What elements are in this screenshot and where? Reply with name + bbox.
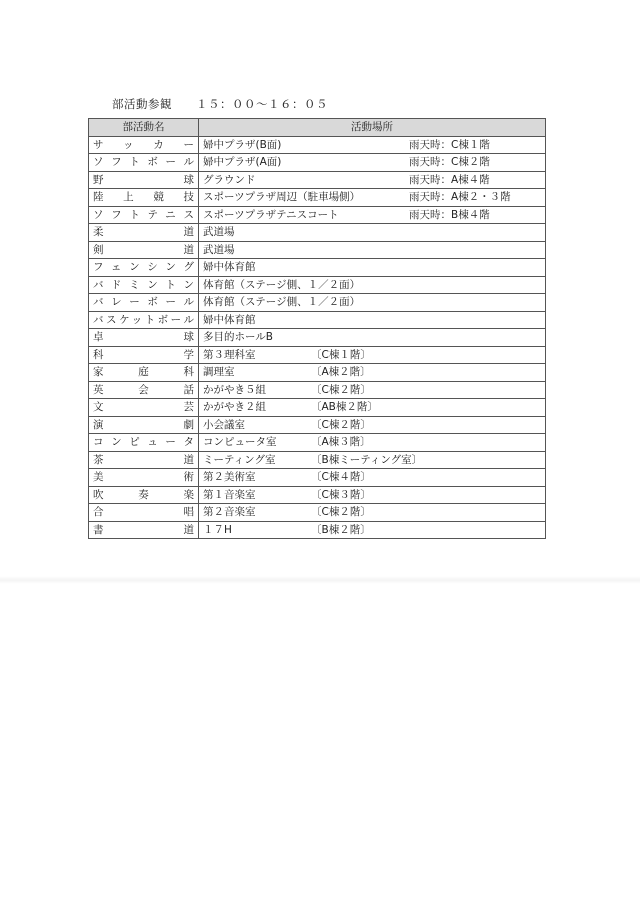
- club-name: 演劇: [89, 416, 199, 434]
- table-row: [89, 171, 546, 189]
- activity-place-cell: [199, 504, 546, 522]
- activity-place-cell: [199, 451, 546, 469]
- club-name: 剣道: [89, 241, 199, 259]
- rain-location: 雨天時：C棟２階: [409, 156, 490, 169]
- activity-place-cell: [199, 329, 546, 347]
- place-name: 小会議室: [203, 418, 245, 431]
- activity-place-cell: [199, 364, 546, 382]
- rain-location: 雨天時：B棟４階: [409, 208, 490, 221]
- table-row: [89, 434, 546, 452]
- table-row: [89, 241, 546, 259]
- building-note: 〔C棟２階〕: [311, 506, 371, 519]
- place-name: 体育館（ステージ側、１／２面）: [203, 296, 361, 309]
- table-row: [89, 521, 546, 539]
- place-name: 婦中プラザ(B面): [203, 138, 282, 151]
- place-name: かがやき５組: [203, 383, 266, 396]
- club-name: フェンシング: [89, 259, 199, 277]
- place-name: 婦中体育館: [203, 261, 256, 274]
- activity-place-cell: [199, 486, 546, 504]
- activity-place-cell: [199, 241, 546, 259]
- activity-place-cell: [199, 171, 546, 189]
- club-name: 茶道: [89, 451, 199, 469]
- activity-place-cell: [199, 521, 546, 539]
- place-name: ミーティング室: [203, 453, 276, 466]
- header-place: 活動場所: [199, 119, 546, 137]
- building-note: 〔AB棟２階〕: [311, 401, 378, 414]
- place-name: かがやき２組: [203, 401, 266, 414]
- activity-place-cell: [199, 136, 546, 154]
- rain-location: 雨天時：A棟４階: [409, 173, 490, 186]
- activity-place-cell: [199, 434, 546, 452]
- club-name: コンピュータ: [89, 434, 199, 452]
- building-note: 〔C棟４階〕: [311, 471, 371, 484]
- place-name: 体育館（ステージ側、１／２面）: [203, 278, 361, 291]
- place-name: 婦中プラザ(A面): [203, 156, 282, 169]
- place-name: 調理室: [203, 366, 235, 379]
- club-location-table: [88, 118, 546, 539]
- table-row: [89, 276, 546, 294]
- table-row: [89, 206, 546, 224]
- table-row: [89, 486, 546, 504]
- table-row: [89, 346, 546, 364]
- club-name: バスケットボール: [89, 311, 199, 329]
- table-row: [89, 416, 546, 434]
- club-name: 書道: [89, 521, 199, 539]
- building-note: 〔B棟ミーティング室〕: [311, 453, 423, 466]
- club-name: 陸上競技: [89, 189, 199, 207]
- activity-place-cell: [199, 259, 546, 277]
- table-row: [89, 136, 546, 154]
- table-row: [89, 329, 546, 347]
- activity-place-cell: [199, 311, 546, 329]
- building-note: 〔C棟３階〕: [311, 488, 371, 501]
- table-row: [89, 399, 546, 417]
- place-name: 武道場: [203, 226, 235, 239]
- table-row: [89, 364, 546, 382]
- place-name: スポーツプラザ周辺（駐車場側）: [203, 191, 361, 204]
- club-name: サッカー: [89, 136, 199, 154]
- building-note: 〔C棟１階〕: [311, 348, 371, 361]
- building-note: 〔A棟２階〕: [311, 366, 371, 379]
- club-name: 英会話: [89, 381, 199, 399]
- table-row: [89, 504, 546, 522]
- activity-place-cell: [199, 189, 546, 207]
- club-name: 家庭科: [89, 364, 199, 382]
- club-name: 美術: [89, 469, 199, 487]
- place-name: コンピュータ室: [203, 436, 277, 449]
- place-name: グラウンド: [203, 173, 256, 186]
- place-name: 第２音楽室: [203, 506, 256, 519]
- club-name: 文芸: [89, 399, 199, 417]
- table-header-row: [89, 119, 546, 137]
- table-row: [89, 469, 546, 487]
- place-name: 第１音楽室: [203, 488, 256, 501]
- place-name: スポーツプラザテニスコート: [203, 208, 339, 221]
- place-name: 婦中体育館: [203, 313, 256, 326]
- activity-place-cell: [199, 206, 546, 224]
- table-row: [89, 189, 546, 207]
- table-row: [89, 154, 546, 172]
- activity-place-cell: [199, 154, 546, 172]
- header-club: 部活動名: [89, 119, 199, 137]
- building-note: 〔B棟２階〕: [311, 523, 371, 536]
- scan-edge-shadow: [0, 576, 640, 584]
- club-name: ソフトボール: [89, 154, 199, 172]
- place-name: 第３理科室: [203, 348, 256, 361]
- table-row: [89, 224, 546, 242]
- table-row: [89, 294, 546, 312]
- place-name: 第２美術室: [203, 471, 256, 484]
- activity-place-cell: [199, 399, 546, 417]
- club-name: 柔道: [89, 224, 199, 242]
- club-name: 野球: [89, 171, 199, 189]
- activity-place-cell: [199, 381, 546, 399]
- building-note: 〔C棟２階〕: [311, 383, 371, 396]
- club-name: 卓球: [89, 329, 199, 347]
- rain-location: 雨天時：C棟１階: [409, 138, 490, 151]
- table-row: [89, 451, 546, 469]
- club-name: バドミントン: [89, 276, 199, 294]
- building-note: 〔C棟２階〕: [311, 418, 371, 431]
- activity-place-cell: [199, 469, 546, 487]
- activity-place-cell: [199, 294, 546, 312]
- club-name: 吹奏楽: [89, 486, 199, 504]
- table-row: [89, 311, 546, 329]
- place-name: １７H: [203, 523, 232, 536]
- club-name: バレーボール: [89, 294, 199, 312]
- place-name: 武道場: [203, 243, 235, 256]
- place-name: 多目的ホールB: [203, 331, 273, 344]
- activity-place-cell: [199, 224, 546, 242]
- activity-place-cell: [199, 276, 546, 294]
- table-row: [89, 259, 546, 277]
- table-row: [89, 381, 546, 399]
- rain-location: 雨天時：A棟２・３階: [409, 191, 511, 204]
- club-name: ソフトテニス: [89, 206, 199, 224]
- club-name: 科学: [89, 346, 199, 364]
- activity-place-cell: [199, 416, 546, 434]
- club-name: 合唱: [89, 504, 199, 522]
- building-note: 〔A棟３階〕: [311, 436, 371, 449]
- page-title: 部活動参観 １５：００～１６：０５: [112, 97, 328, 111]
- activity-place-cell: [199, 346, 546, 364]
